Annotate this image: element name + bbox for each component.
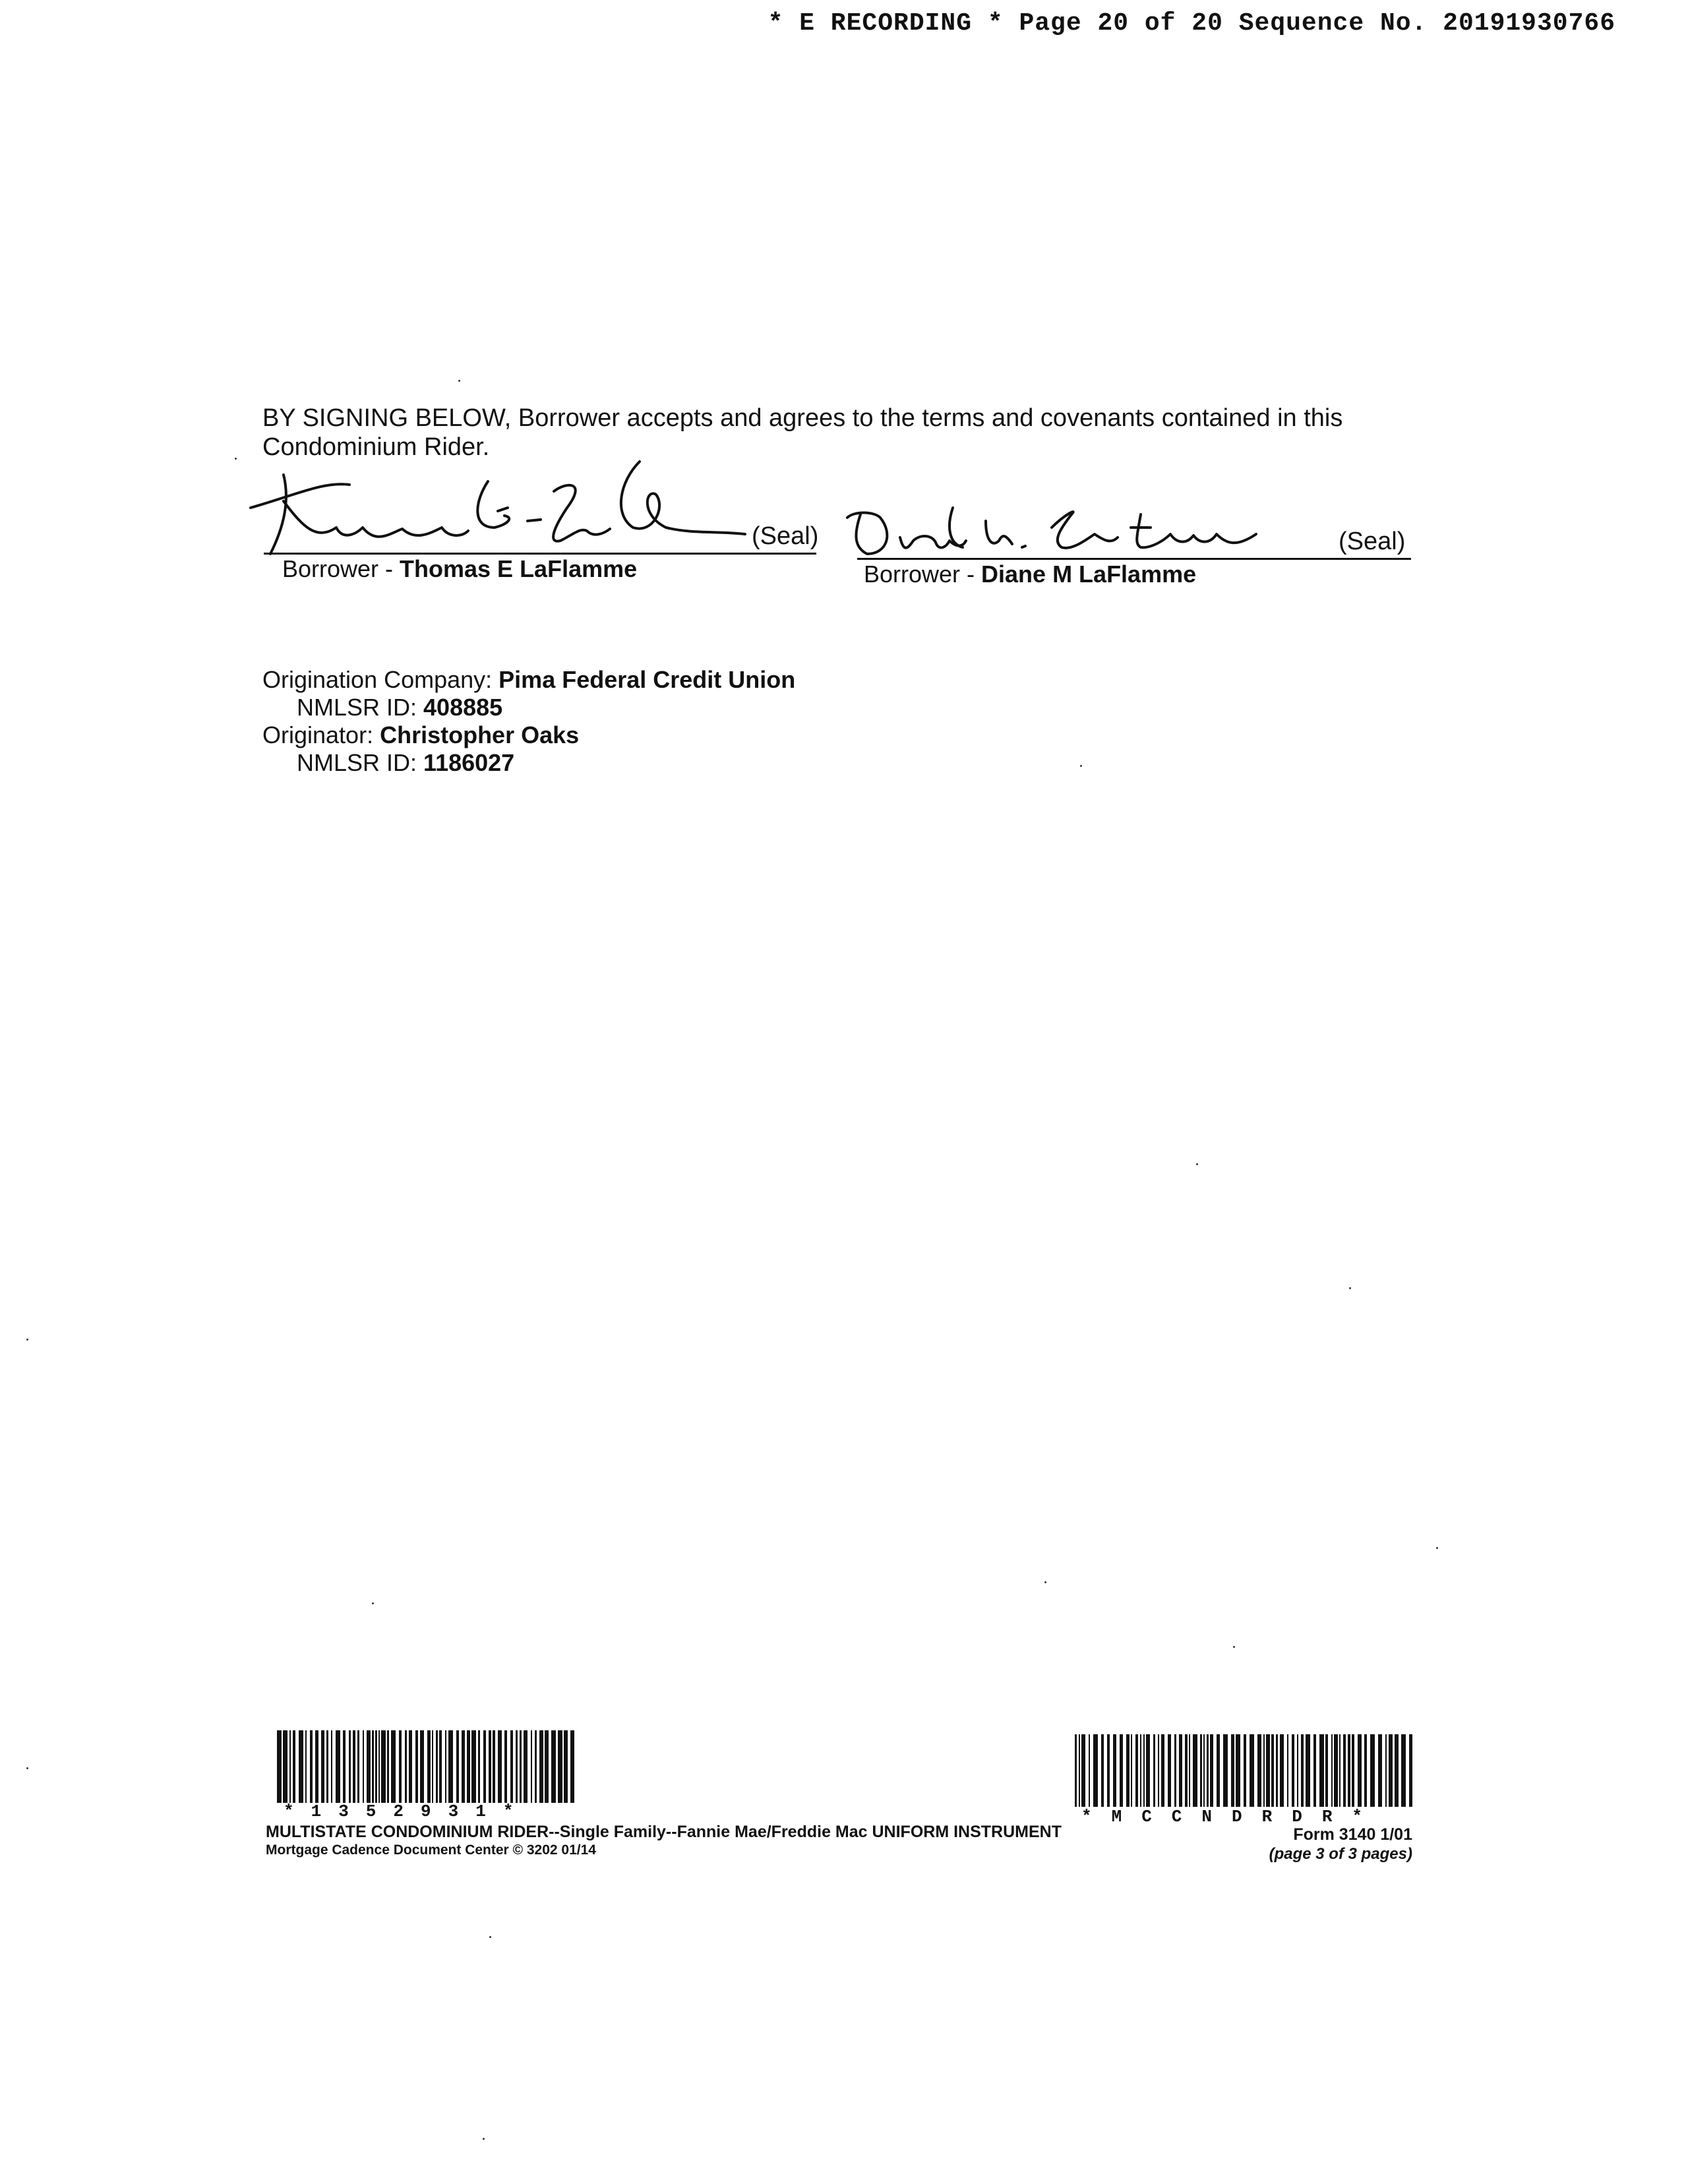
barcode-bar [363, 1730, 364, 1803]
signature-line [857, 558, 1411, 560]
barcode-bar [277, 1730, 282, 1803]
barcode-bar [1352, 1734, 1354, 1807]
scan-speck [235, 458, 237, 460]
signature-line [264, 553, 816, 555]
barcode-bar [1313, 1734, 1316, 1807]
barcode-bar [1231, 1734, 1234, 1807]
barcode-bar [399, 1730, 402, 1803]
barcode-bar [409, 1730, 412, 1803]
barcode-bar [1409, 1734, 1412, 1807]
barcode-bar [289, 1730, 291, 1803]
barcode-bar [524, 1730, 528, 1803]
barcode-bar [357, 1730, 359, 1803]
barcode-bar [353, 1730, 355, 1803]
barcode-bar [1146, 1734, 1150, 1807]
barcode-bar [420, 1730, 424, 1803]
barcode-bar [1348, 1734, 1350, 1807]
barcode-bar [539, 1730, 543, 1803]
scan-speck [1196, 1163, 1198, 1165]
barcode-left [277, 1730, 580, 1803]
origination-company-label: Origination Company: [262, 666, 499, 693]
barcode-bar [1189, 1734, 1190, 1807]
scan-speck [26, 1339, 28, 1341]
barcode-bar [1244, 1734, 1246, 1807]
barcode-bar [1297, 1734, 1298, 1807]
barcode-bar [471, 1730, 476, 1803]
barcode-bar [1263, 1734, 1265, 1807]
seal-label: (Seal) [1339, 528, 1406, 555]
barcode-bar [427, 1730, 431, 1803]
barcode-bar [310, 1730, 313, 1803]
barcode-bar [293, 1730, 295, 1803]
barcode-bar [1276, 1734, 1278, 1807]
barcode-bar [326, 1730, 328, 1803]
scan-speck [1233, 1646, 1235, 1648]
barcode-bar [1126, 1734, 1130, 1807]
company-nmlsr-id: 408885 [423, 694, 503, 721]
barcode-bar [1161, 1734, 1164, 1807]
borrower-label [282, 555, 637, 583]
barcode-bar [462, 1730, 465, 1803]
barcode-bar [336, 1730, 340, 1803]
barcode-bar [1319, 1734, 1324, 1807]
barcode-bar [1179, 1734, 1182, 1807]
barcode-bar [1193, 1734, 1197, 1807]
borrower-name: Thomas E LaFlamme [400, 555, 638, 582]
barcode-bar [1081, 1734, 1085, 1807]
barcode-bar [415, 1730, 418, 1803]
barcode-bar [1389, 1734, 1393, 1807]
barcode-bar [483, 1730, 486, 1803]
barcode-bar [283, 1730, 287, 1803]
barcode-bar [1093, 1734, 1098, 1807]
barcode-bar [545, 1730, 549, 1803]
barcode-bar [551, 1730, 556, 1803]
scan-speck [1080, 765, 1082, 767]
recording-header: * E RECORDING * Page 20 of 20 Sequence No. 20191930766 [768, 9, 1615, 38]
barcode-bar [391, 1730, 396, 1803]
barcode-bar [331, 1730, 332, 1803]
barcode-bar [1079, 1734, 1080, 1807]
barcode-bar [564, 1730, 568, 1803]
barcode-bar [1401, 1734, 1406, 1807]
barcode-bar [305, 1730, 307, 1803]
barcode-bar [1301, 1734, 1304, 1807]
barcode-bar [1203, 1734, 1205, 1807]
barcode-bar [1287, 1734, 1288, 1807]
barcode-bar [1153, 1734, 1155, 1807]
originator-label: Originator: [262, 721, 380, 748]
origination-company-line [262, 666, 795, 694]
barcode-left-text: *1352931* [284, 1802, 531, 1821]
barcode-bar [510, 1730, 513, 1803]
borrower-label [864, 561, 1196, 588]
barcode-bar [1250, 1734, 1254, 1807]
barcode-bar [489, 1730, 491, 1803]
barcode-bar [498, 1730, 502, 1803]
barcode-bar [367, 1730, 371, 1803]
barcode-bar [467, 1730, 470, 1803]
scan-speck [1044, 1581, 1046, 1583]
barcode-bar [1370, 1734, 1375, 1807]
barcode-bar [520, 1730, 522, 1803]
barcode-bar [1131, 1734, 1132, 1807]
barcode-bar [1306, 1734, 1310, 1807]
barcode-bar [1343, 1734, 1346, 1807]
originator-nmlsr-id: 1186027 [423, 749, 515, 776]
borrower-role: Borrower - [282, 555, 400, 582]
originator-name: Christopher Oaks [380, 721, 580, 748]
barcode-bar [343, 1730, 346, 1803]
barcode-bar [1107, 1734, 1110, 1807]
nmlsr-label: NMLSR ID: [297, 694, 424, 721]
barcode-bar [1358, 1734, 1362, 1807]
barcode-bar [456, 1730, 459, 1803]
barcode-bar [1158, 1734, 1159, 1807]
form-title: MULTISTATE CONDOMINIUM RIDER--Single Family--Fannie Mae/Freddie Mac UNIFORM INSTRUMENT [266, 1823, 1062, 1841]
barcode-bar [1185, 1734, 1188, 1807]
barcode-bar [1207, 1734, 1209, 1807]
barcode-bar [1200, 1734, 1202, 1807]
signing-statement: BY SIGNING BELOW, Borrower accepts and agrees to the terms and covenants contained in this Condominium Rider. [262, 404, 1343, 461]
publisher-line: Mortgage Cadence Document Center © 3202 01/14 [266, 1842, 596, 1858]
barcode-bar [1271, 1734, 1274, 1807]
barcode-bar [1266, 1734, 1270, 1807]
barcode-right-text: *MCCNDRDR* [1081, 1807, 1383, 1827]
barcode-bar [1385, 1734, 1387, 1807]
barcode-bar [1143, 1734, 1145, 1807]
barcode-bar [387, 1730, 389, 1803]
barcode-bar [1140, 1734, 1141, 1807]
seal-label: (Seal) [752, 522, 819, 550]
barcode-bar [1292, 1734, 1294, 1807]
barcode-bar [436, 1730, 438, 1803]
barcode-bar [1113, 1734, 1116, 1807]
barcode-bar [1223, 1734, 1228, 1807]
scan-speck [483, 2138, 485, 2140]
barcode-bar [315, 1730, 318, 1803]
barcode-bar [445, 1730, 446, 1803]
barcode-bar [375, 1730, 377, 1803]
barcode-bar [493, 1730, 495, 1803]
origination-info [262, 666, 795, 777]
barcode-bar [349, 1730, 351, 1803]
originator-line [262, 721, 795, 749]
barcode-bar [1174, 1734, 1176, 1807]
barcode-bar [1395, 1734, 1399, 1807]
signature-diane [834, 488, 1282, 567]
page-indicator: (page 3 of 3 pages) [1269, 1845, 1412, 1863]
barcode-bar [570, 1730, 574, 1803]
barcode-bar [448, 1730, 453, 1803]
barcode-bar [439, 1730, 442, 1803]
scan-speck [489, 1936, 491, 1938]
barcode-bar [1135, 1734, 1138, 1807]
scan-speck [1436, 1547, 1438, 1549]
nmlsr-label: NMLSR ID: [297, 749, 424, 776]
company-nmlsr-line [262, 694, 795, 721]
barcode-bar [1339, 1734, 1341, 1807]
barcode-bar [1168, 1734, 1171, 1807]
form-number: Form 3140 1/01 [1293, 1825, 1412, 1844]
scan-speck [26, 1767, 28, 1769]
signature-thomas [244, 455, 758, 561]
scan-speck [1349, 1287, 1351, 1289]
barcode-bar [405, 1730, 407, 1803]
barcode-bar [381, 1730, 386, 1803]
barcode-bar [1075, 1734, 1077, 1807]
barcode-bar [1378, 1734, 1382, 1807]
barcode-bar [558, 1730, 562, 1803]
barcode-bar [504, 1730, 507, 1803]
barcode-right [1075, 1734, 1418, 1807]
barcode-bar [1236, 1734, 1240, 1807]
barcode-bar [535, 1730, 537, 1803]
barcode-bar [1089, 1734, 1090, 1807]
barcode-bar [1101, 1734, 1104, 1807]
origination-company-name: Pima Federal Credit Union [498, 666, 796, 693]
barcode-bar [321, 1730, 324, 1803]
borrower-name: Diane M LaFlamme [981, 561, 1197, 588]
barcode-bar [432, 1730, 433, 1803]
barcode-bar [516, 1730, 518, 1803]
scan-speck [372, 1602, 374, 1604]
barcode-bar [1331, 1734, 1333, 1807]
barcode-bar [1217, 1734, 1220, 1807]
barcode-bar [378, 1730, 380, 1803]
barcode-bar [299, 1730, 303, 1803]
originator-nmlsr-line [262, 749, 795, 777]
barcode-bar [478, 1730, 480, 1803]
barcode-bar [1280, 1734, 1284, 1807]
barcode-bar [372, 1730, 374, 1803]
borrower-role: Borrower - [864, 561, 982, 588]
barcode-bar [531, 1730, 532, 1803]
barcode-bar [1325, 1734, 1328, 1807]
scan-speck [458, 380, 460, 382]
barcode-bar [1210, 1734, 1213, 1807]
barcode-bar [1364, 1734, 1367, 1807]
barcode-bar [1257, 1734, 1261, 1807]
barcode-bar [1120, 1734, 1123, 1807]
barcode-bar [1334, 1734, 1338, 1807]
